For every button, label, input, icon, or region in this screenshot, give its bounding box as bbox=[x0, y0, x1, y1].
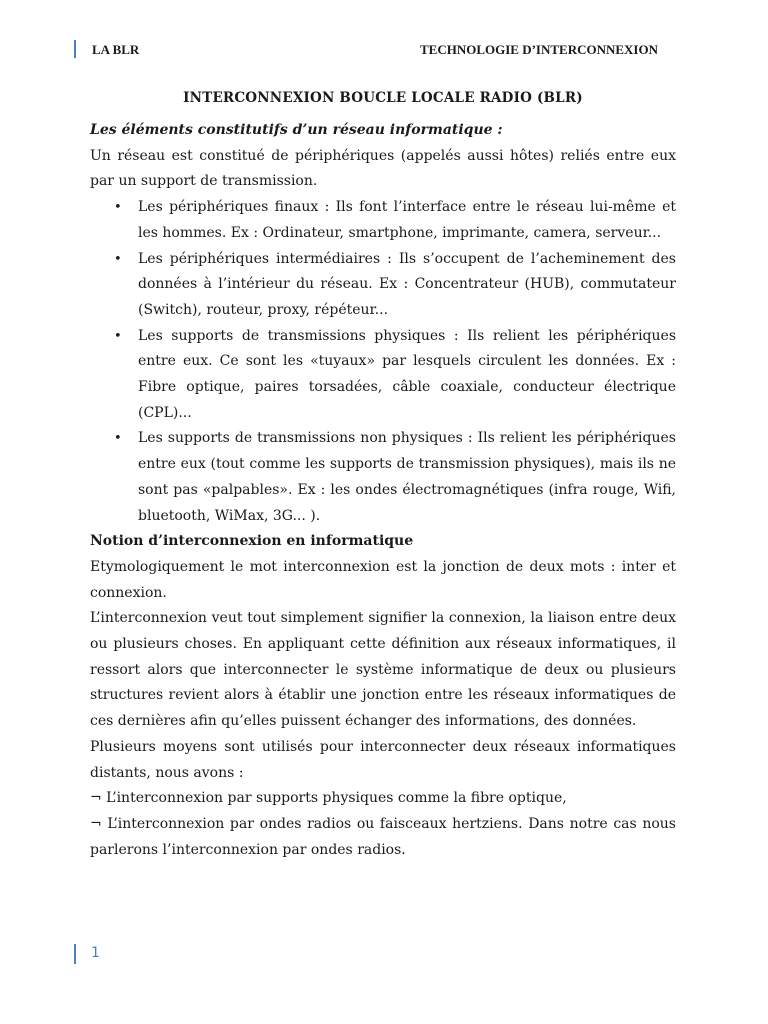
page-header bbox=[78, 40, 658, 60]
list-item: • Les supports de transmissions non physiques : Ils relient les périphériques entre eux (tout comme les supports de transmission physiques), mais ils ne sont pas «palpables». Ex : les ondes électromagnétiques (infra rouge, Wifi, bluetooth, WiMax, 3G... ). bbox=[138, 426, 676, 529]
list-item: • Les supports de transmissions physiques : Ils relient les périphériques entre eux. Ce sont les «tuyaux» par lesquels circulent les données. Ex : Fibre optique, paires torsadées, câble coaxiale, conducteur électrique (CPL)... bbox=[138, 324, 676, 427]
arrow-list-item: ¬ L’interconnexion par supports physiques comme la fibre optique, bbox=[90, 790, 567, 807]
document-title: INTERCONNEXION BOUCLE LOCALE RADIO (BLR) bbox=[183, 90, 583, 106]
paragraph: Etymologiquement le mot interconnexion est la jonction de deux mots : inter et connexion. bbox=[90, 558, 676, 601]
header-left-label: LA BLR bbox=[92, 42, 140, 57]
section-heading-interconnexion: Notion d’interconnexion en informatique bbox=[90, 533, 414, 550]
page-number: 1 bbox=[91, 945, 100, 961]
document-body bbox=[90, 88, 676, 863]
footer-accent-bar bbox=[74, 944, 76, 964]
list-item: • Les périphériques finaux : Ils font l’interface entre le réseau lui-même et les hommes. Ex : Ordinateur, smartphone, imprimante, camera, serveur... bbox=[138, 195, 676, 246]
bullet-list bbox=[90, 195, 676, 529]
section-intro-paragraph: Un réseau est constitué de périphériques (appelés aussi hôtes) reliés entre eux par un support de transmission. bbox=[90, 147, 676, 190]
header-accent-bar bbox=[74, 40, 76, 58]
paragraph: Plusieurs moyens sont utilisés pour interconnecter deux réseaux informatiques distants, nous avons : bbox=[90, 738, 676, 781]
section-heading-elements: Les éléments constitutifs d’un réseau informatique : bbox=[90, 122, 503, 138]
list-item: • Les périphériques intermédiaires : Ils s’occupent de l’acheminement des données à l’intérieur du réseau. Ex : Concentrateur (HUB), commutateur (Switch), routeur, proxy, répéteur... bbox=[138, 247, 676, 324]
paragraph: L’interconnexion veut tout simplement signifier la connexion, la liaison entre deux ou plusieurs choses. En appliquant cette définition aux réseaux informatiques, il ressort alors que interconnecter le système informatique de deux ou plusieurs structures revient alors à établir une jonction entre les réseaux informatiques de ces dernières afin qu’elles puissent échanger des informations, des données. bbox=[90, 610, 676, 730]
arrow-list-item: ¬ L’interconnexion par ondes radios ou faisceaux hertziens. Dans notre cas nous parlerons l’interconnexion par ondes radios. bbox=[90, 815, 676, 858]
header-right-label: TECHNOLOGIE D’INTERCONNEXION bbox=[419, 42, 658, 57]
